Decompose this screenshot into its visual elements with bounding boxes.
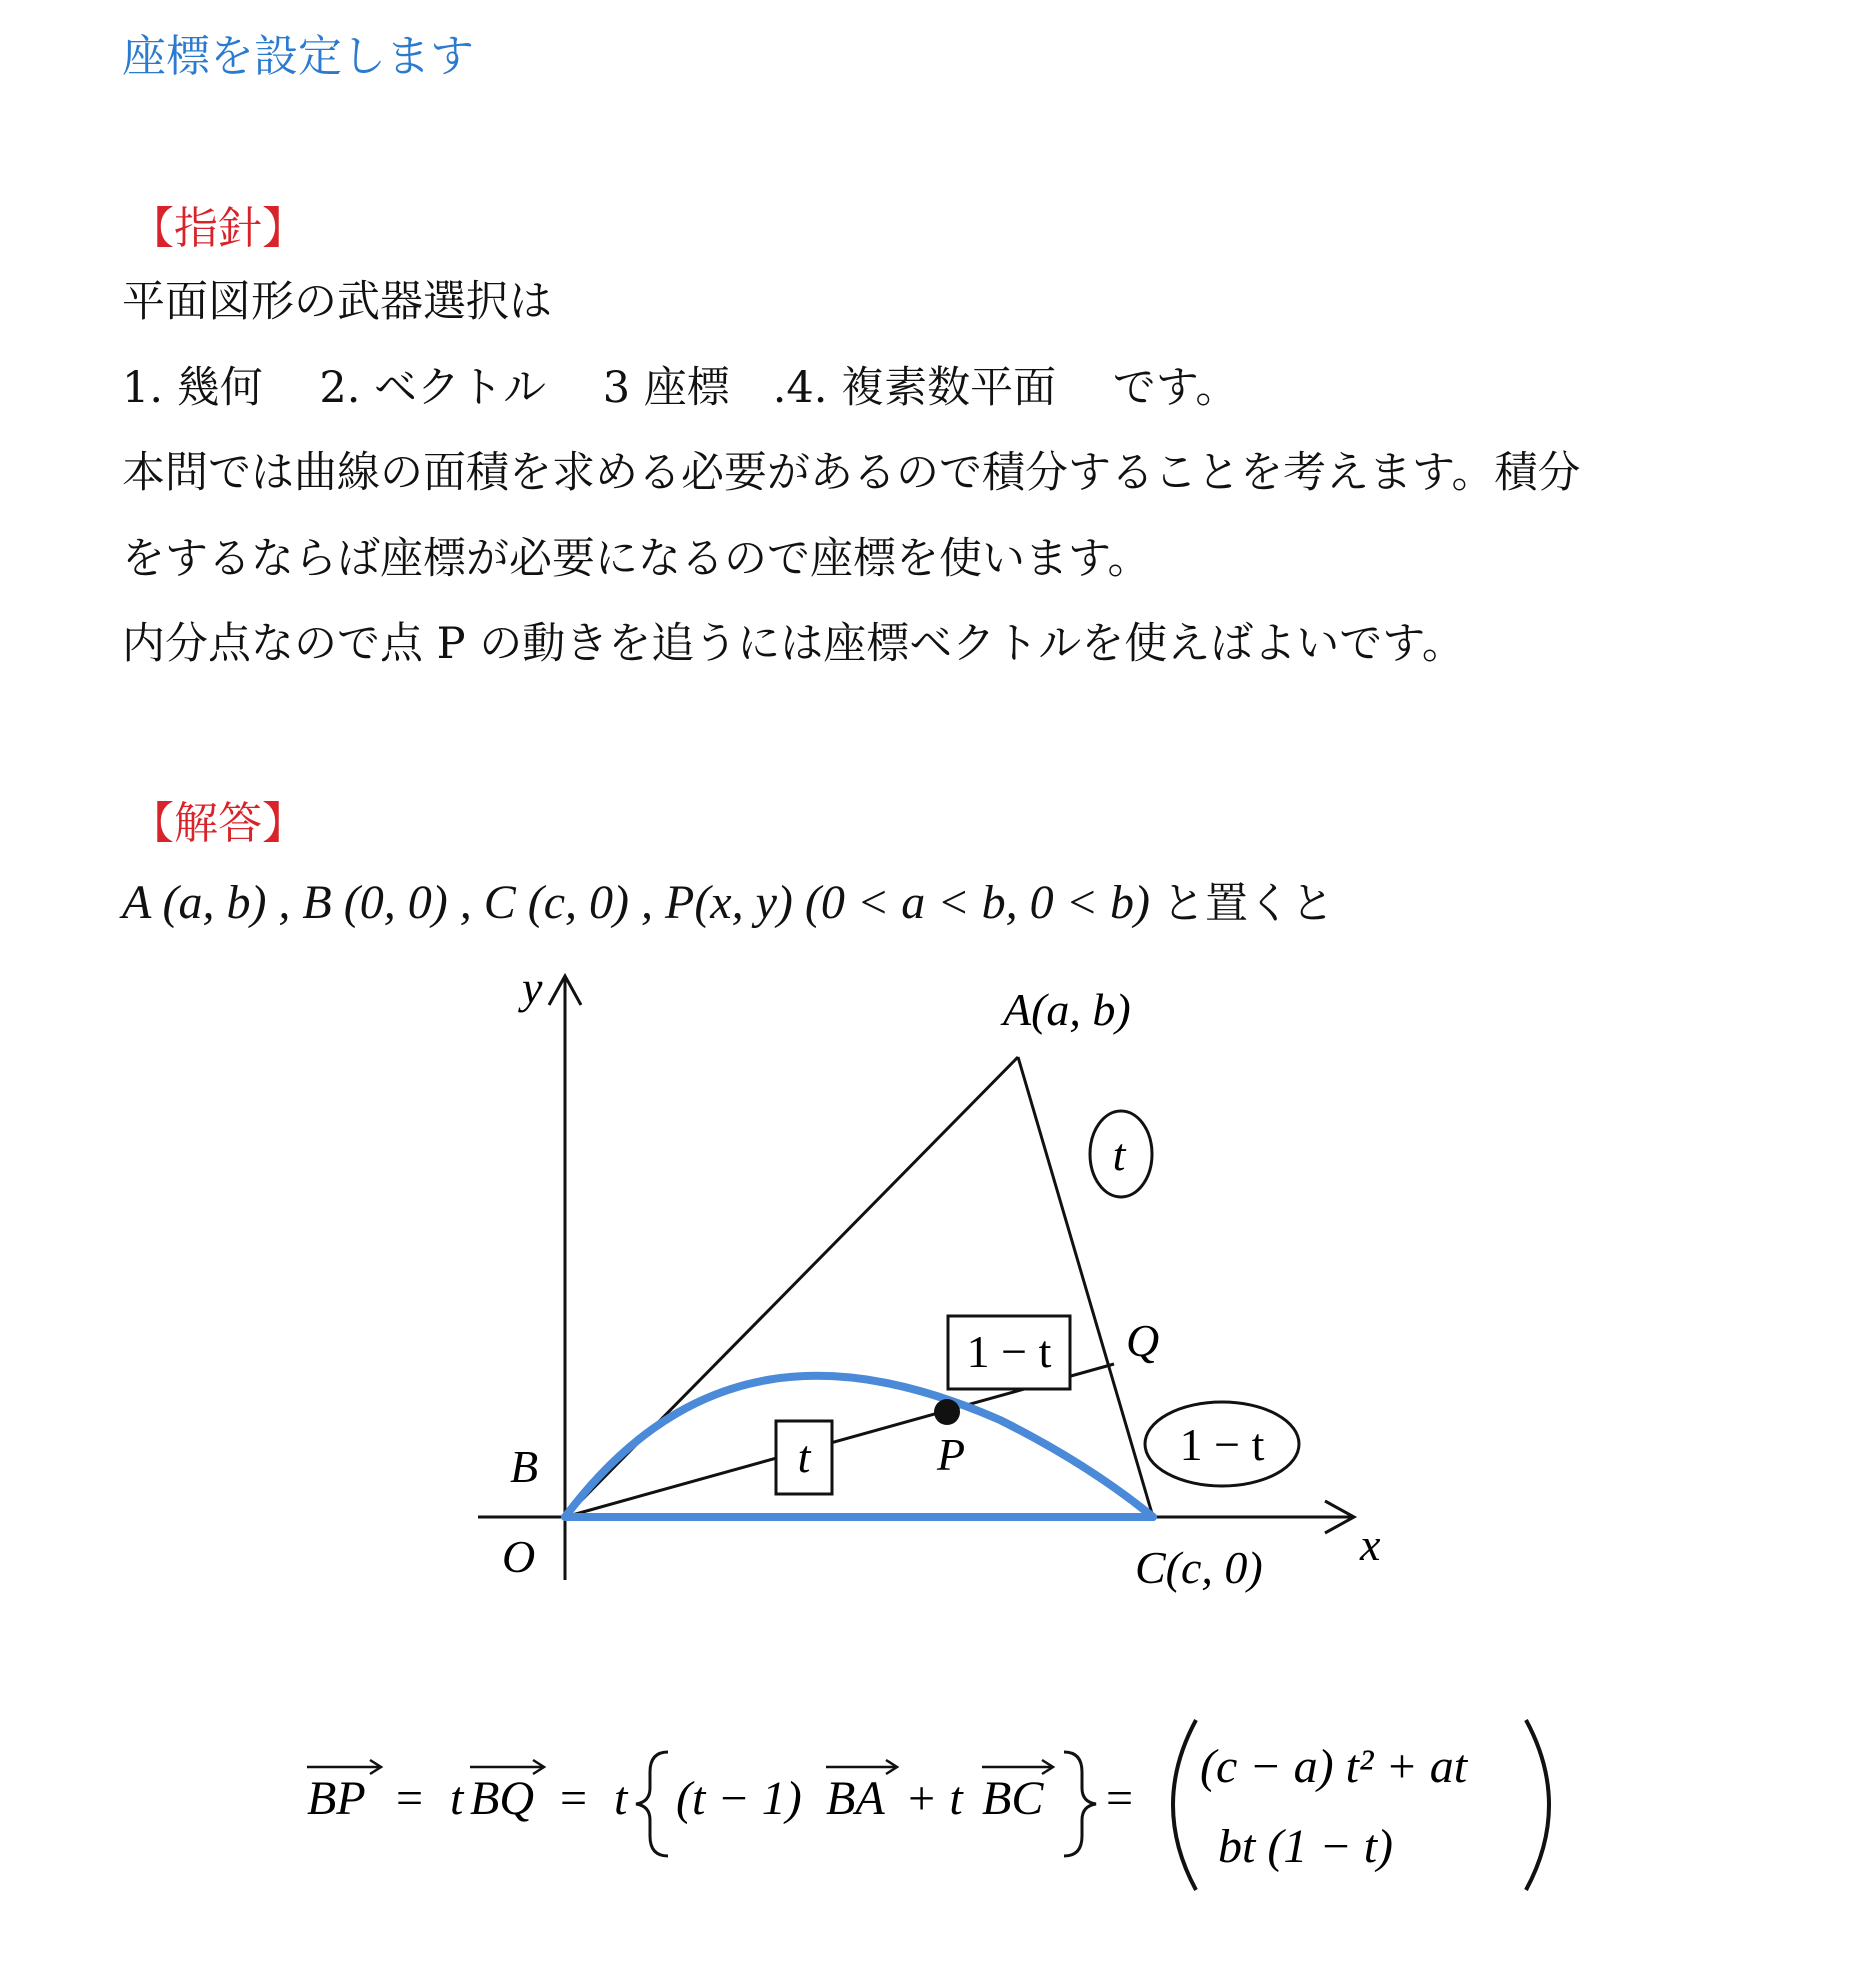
guideline-line-5: 内分点なので点 P の動きを追うには座標ベクトルを使えばよいです。 <box>122 619 1465 669</box>
ratio-t-box-label: t <box>797 1431 811 1482</box>
label-y-axis: y <box>522 962 543 1013</box>
vec-BP: BP <box>307 1772 366 1825</box>
left-brace <box>636 1752 668 1856</box>
guideline-line-4: をするならば座標が必要になるので座標を使います。 <box>122 534 1151 584</box>
guideline-line-1: 平面図形の武器選択は <box>122 277 552 327</box>
ratio-1mt-ellipse-label: 1 − t <box>1179 1419 1265 1470</box>
matrix-left-paren <box>1173 1720 1196 1890</box>
answer-heading: 【解答】 <box>130 798 306 849</box>
matrix-right-paren <box>1526 1720 1549 1890</box>
equals-2: = <box>560 1772 588 1825</box>
label-A: A(a, b) <box>1003 984 1131 1035</box>
equals-1: = <box>396 1772 424 1825</box>
inner-coef-b: + t <box>905 1772 963 1825</box>
locus-curve <box>565 1376 1153 1517</box>
label-C: C(c, 0) <box>1135 1542 1263 1593</box>
setup-suffix: と置くと <box>1162 879 1335 929</box>
matrix-row-2: bt (1 − t) <box>1218 1820 1394 1873</box>
coef-t-2: t <box>614 1772 628 1825</box>
label-x-axis: x <box>1360 1519 1381 1570</box>
label-Q: Q <box>1126 1315 1160 1366</box>
label-origin: O <box>502 1531 536 1582</box>
side-AC <box>1018 1057 1153 1517</box>
guideline-heading: 【指針】 <box>130 203 306 254</box>
guideline-line-3: 本問では曲線の面積を求める必要があるので積分することを考えます。積分 <box>122 448 1581 498</box>
label-B: B <box>510 1441 539 1492</box>
coef-t-1: t <box>450 1772 464 1825</box>
vector-formula <box>0 1700 1858 1930</box>
label-P: P <box>937 1429 966 1480</box>
ratio-1mt-box-label: 1 − t <box>966 1326 1052 1377</box>
point-P <box>934 1399 960 1425</box>
equals-3: = <box>1106 1772 1134 1825</box>
right-brace <box>1064 1752 1096 1856</box>
guideline-line-2: 1. 幾何 2. ベクトル 3 座標 .4. 複素数平面 です。 <box>122 363 1239 413</box>
vec-BQ: BQ <box>470 1772 534 1825</box>
setup-coordinates: A (a, b) , B (0, 0) , C (c, 0) , P(x, y) (0 < a < b, 0 < b) <box>122 876 1151 929</box>
ratio-t-ellipse-label: t <box>1112 1129 1126 1180</box>
vec-BA: BA <box>826 1772 885 1825</box>
page-title: 座標を設定します <box>122 31 474 82</box>
vec-BC: BC <box>982 1772 1044 1825</box>
inner-coef-a: (t − 1) <box>676 1772 802 1825</box>
matrix-row-1: (c − a) t² + at <box>1200 1740 1468 1793</box>
